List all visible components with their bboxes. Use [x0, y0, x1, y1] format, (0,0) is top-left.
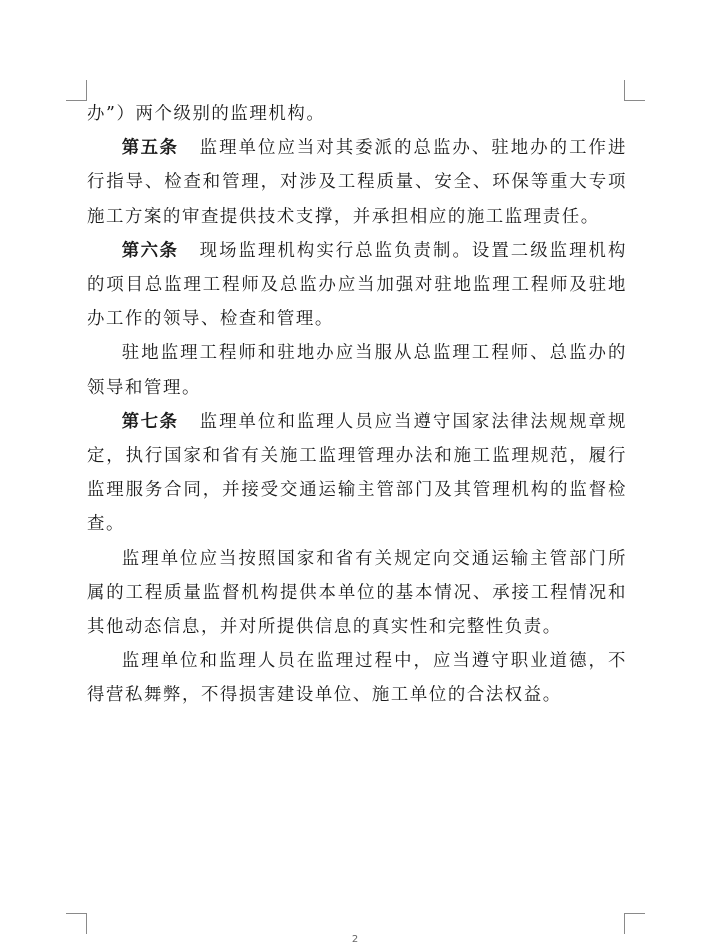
crop-mark-bottom-left [66, 913, 87, 934]
paragraph-text: 现场监理机构实行总监负责制。设置二级监理机构的项目总监理工程师及总监办应当加强对驻地监理工程师及驻地办工作的领导、检查和管理。 [87, 240, 627, 330]
paragraph [87, 336, 627, 404]
article-heading: 第七条 [121, 411, 179, 432]
crop-mark-top-left [66, 80, 87, 101]
article-heading: 第五条 [121, 138, 179, 159]
paragraph-text: 监理单位应当对其委派的总监办、驻地办的工作进行指导、检查和管理，对涉及工程质量、安全、环保等重大专项施工方案的审查提供技术支撑，并承担相应的施工监理责任。 [87, 138, 627, 227]
paragraph [87, 542, 627, 645]
paragraph-text: 监理单位和监理人员应当遵守国家法律法规规章规定，执行国家和省有关施工监理管理办法和施工监理规范，履行监理服务合同，并接受交通运输主管部门及其管理机构的监督检查。 [87, 411, 627, 535]
crop-mark-bottom-right [624, 913, 645, 934]
article-heading: 第六条 [121, 240, 179, 261]
paragraph-continuation [87, 97, 627, 131]
paragraph [87, 644, 627, 712]
crop-mark-top-right [624, 80, 645, 101]
paragraph-text: 办”）两个级别的监理机构。 [87, 104, 326, 124]
document-body [87, 97, 627, 713]
paragraph-text: 监理单位应当按照国家和省有关规定向交通运输主管部门所属的工程质量监督机构提供本单位的基本情况、承接工程情况和其他动态信息，并对所提供信息的真实性和完整性负责。 [87, 548, 627, 638]
paragraph-text: 监理单位和监理人员在监理过程中，应当遵守职业道德，不得营私舞弊，不得损害建设单位、施工单位的合法权益。 [87, 651, 627, 706]
paragraph-text: 驻地监理工程师和驻地办应当服从总监理工程师、总监办的领导和管理。 [87, 343, 627, 398]
article-5 [87, 131, 627, 234]
article-6 [87, 234, 627, 337]
article-7 [87, 405, 627, 542]
page-number: 2 [351, 934, 359, 945]
